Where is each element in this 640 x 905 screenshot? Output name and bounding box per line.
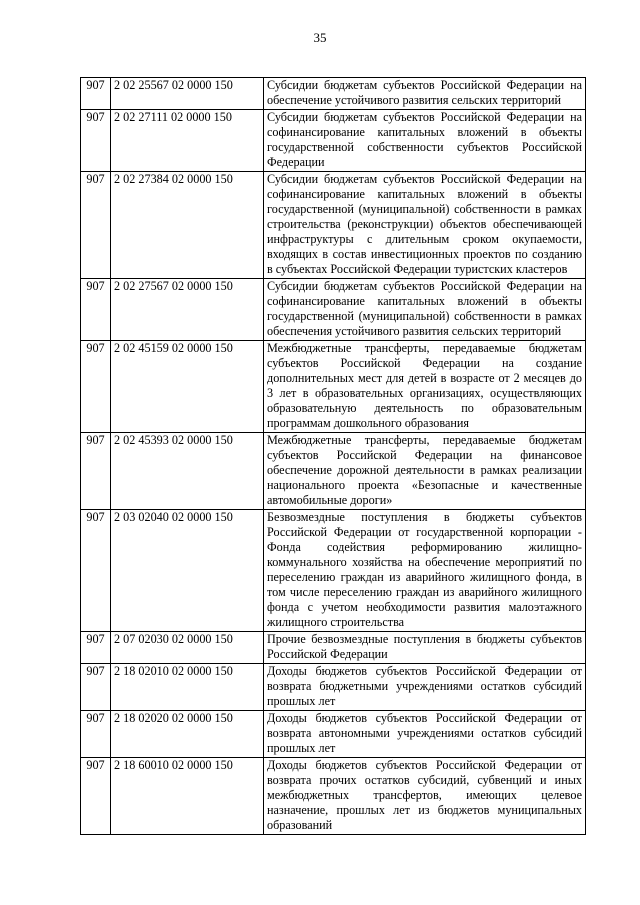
revenue-name-cell: Безвозмездные поступления в бюджеты субъектов Российской Федерации от государственной корпорации - Фонда содействия реформированию жилищно-коммунального хозяйства на обеспечение мероприятий по переселению граждан из аварийного жилищного фонда, в том числе переселению граждан из аварийного жилищного фонда с учетом необходимости развития малоэтажного жилищного строительства — [264, 510, 586, 632]
budget-revenue-table — [80, 77, 586, 835]
admin-code-cell: 907 — [81, 664, 111, 711]
revenue-name-cell: Межбюджетные трансферты, передаваемые бюджетам субъектов Российской Федерации на создание дополнительных мест для детей в возрасте от 2 месяцев до 3 лет в образовательных организациях, осуществляющих образовательную деятельность по образовательным программам дошкольного образования — [264, 341, 586, 433]
table-body — [81, 78, 586, 835]
table-row — [81, 510, 586, 632]
admin-code-cell: 907 — [81, 172, 111, 279]
table-row — [81, 78, 586, 110]
budget-classification-code-cell: 2 02 27111 02 0000 150 — [111, 110, 264, 172]
budget-classification-code-cell: 2 03 02040 02 0000 150 — [111, 510, 264, 632]
admin-code-cell: 907 — [81, 78, 111, 110]
admin-code-cell: 907 — [81, 433, 111, 510]
budget-classification-code-cell: 2 18 02020 02 0000 150 — [111, 711, 264, 758]
table-row — [81, 664, 586, 711]
table-row — [81, 758, 586, 835]
budget-classification-code-cell: 2 07 02030 02 0000 150 — [111, 632, 264, 664]
revenue-name-cell: Субсидии бюджетам субъектов Российской Федерации на софинансирование капитальных вложений в объекты государственной собственности субъектов Российской Федерации — [264, 110, 586, 172]
admin-code-cell: 907 — [81, 110, 111, 172]
budget-classification-code-cell: 2 02 27384 02 0000 150 — [111, 172, 264, 279]
table-row — [81, 711, 586, 758]
admin-code-cell: 907 — [81, 341, 111, 433]
admin-code-cell: 907 — [81, 279, 111, 341]
table-row — [81, 341, 586, 433]
revenue-name-cell: Субсидии бюджетам субъектов Российской Федерации на обеспечение устойчивого развития сельских территорий — [264, 78, 586, 110]
admin-code-cell: 907 — [81, 711, 111, 758]
admin-code-cell: 907 — [81, 510, 111, 632]
table-row — [81, 279, 586, 341]
budget-classification-code-cell: 2 18 60010 02 0000 150 — [111, 758, 264, 835]
budget-classification-code-cell: 2 02 45393 02 0000 150 — [111, 433, 264, 510]
budget-classification-code-cell: 2 02 45159 02 0000 150 — [111, 341, 264, 433]
revenue-name-cell: Межбюджетные трансферты, передаваемые бюджетам субъектов Российской Федерации на финансовое обеспечение дорожной деятельности в рамках реализации национального проекта «Безопасные и качественные автомобильные дороги» — [264, 433, 586, 510]
admin-code-cell: 907 — [81, 632, 111, 664]
table-row — [81, 110, 586, 172]
revenue-name-cell: Субсидии бюджетам субъектов Российской Федерации на софинансирование капитальных вложений в объекты государственной (муниципальной) собственности в рамках обеспечения устойчивого развития сельских территорий — [264, 279, 586, 341]
page-number: 35 — [313, 30, 327, 45]
admin-code-cell: 907 — [81, 758, 111, 835]
budget-classification-code-cell: 2 02 25567 02 0000 150 — [111, 78, 264, 110]
table-row — [81, 172, 586, 279]
table-row — [81, 632, 586, 664]
revenue-name-cell: Прочие безвозмездные поступления в бюджеты субъектов Российской Федерации — [264, 632, 586, 664]
revenue-name-cell: Доходы бюджетов субъектов Российской Федерации от возврата бюджетными учреждениями остатков субсидий прошлых лет — [264, 664, 586, 711]
budget-classification-code-cell: 2 18 02010 02 0000 150 — [111, 664, 264, 711]
budget-classification-code-cell: 2 02 27567 02 0000 150 — [111, 279, 264, 341]
revenue-name-cell: Доходы бюджетов субъектов Российской Федерации от возврата прочих остатков субсидий, субвенций и иных межбюджетных трансфертов, имеющих целевое назначение, прошлых лет из бюджетов муниципальных образований — [264, 758, 586, 835]
revenue-name-cell: Доходы бюджетов субъектов Российской Федерации от возврата автономными учреждениями остатков субсидий прошлых лет — [264, 711, 586, 758]
revenue-name-cell: Субсидии бюджетам субъектов Российской Федерации на софинансирование капитальных вложений в объекты государственной (муниципальной) собственности в рамках строительства (реконструкции) объектов обеспечивающей инфраструктуры с длительным сроком окупаемости, входящих в состав инвестиционных проектов по созданию в субъектах Российской Федерации туристских кластеров — [264, 172, 586, 279]
table-row — [81, 433, 586, 510]
